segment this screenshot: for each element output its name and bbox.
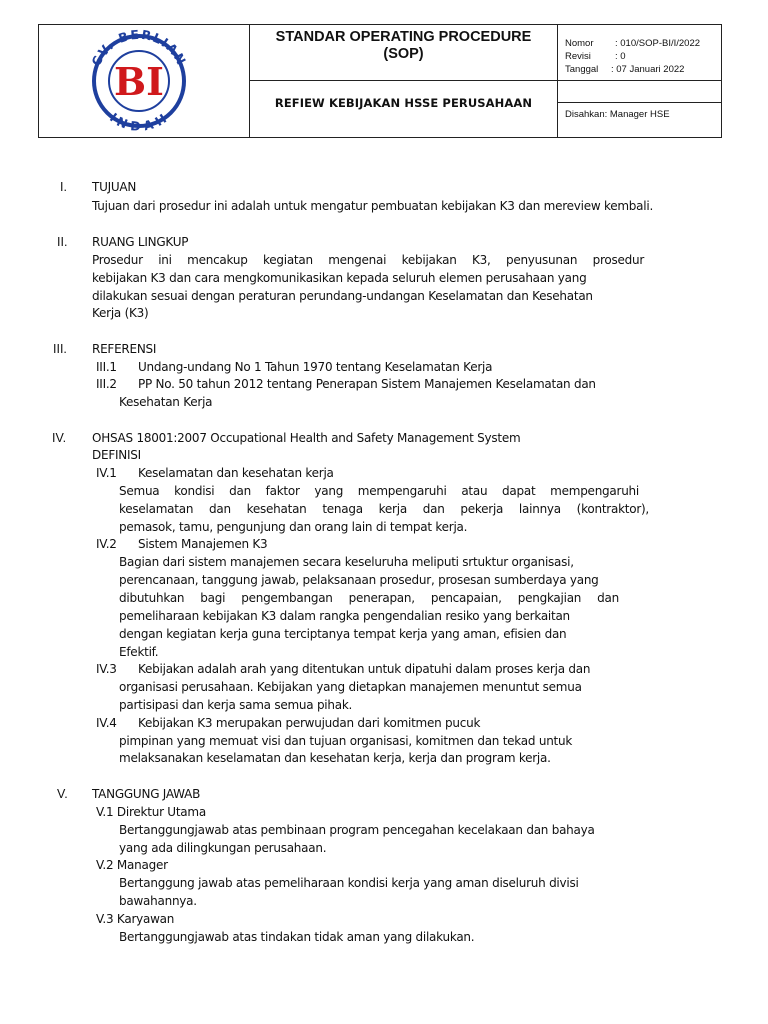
subsection-title: Sistem Manajemen K3	[138, 537, 268, 551]
logo-ring-text-bottom: INDAH	[107, 109, 171, 134]
title-cell	[250, 25, 558, 81]
paragraph-line: Bertanggungjawab atas pembinaan program pencegahan kecelakaan dan bahaya	[119, 823, 595, 837]
meta-nomor	[558, 37, 722, 50]
logo-monogram: BI	[114, 59, 164, 104]
section-title: DEFINISI	[92, 448, 141, 462]
meta-cell	[558, 25, 722, 81]
subsection-number: IV.1	[96, 466, 117, 480]
paragraph-line: dengan kegiatan kerja guna terciptanya tempat kerja yang aman, efisien dan	[119, 627, 567, 641]
section-number: I.	[60, 180, 67, 194]
paragraph-line: Kebijakan adalah arah yang ditentukan untuk dipatuhi dalam proses kerja dan	[138, 662, 591, 676]
revisi-label: Revisi	[565, 51, 591, 62]
subsection-number: IV.2	[96, 537, 117, 551]
subsection-title: Keselamatan dan kesehatan kerja	[138, 466, 334, 480]
paragraph-line: pemeliharaan kebijakan K3 dalam rangka pengendalian resiko yang berkaitan	[119, 609, 570, 623]
section-number: III.	[53, 342, 67, 356]
company-logo	[39, 25, 250, 138]
subtitle-cell	[250, 81, 558, 138]
section-title: REFERENSI	[92, 342, 157, 356]
subsection-number: III.2	[96, 377, 117, 391]
section-number: II.	[57, 235, 68, 249]
paragraph-line: Prosedur ini mencakup kegiatan mengenai kebijakan K3, penyusunan prosedur	[92, 253, 644, 267]
section-title: TANGGUNG JAWAB	[92, 787, 201, 801]
paragraph-line: melaksanakan keselamatan dan kesehatan kerja, kerja dan program kerja.	[119, 751, 551, 765]
paragraph-line: Bagian dari sistem manajemen secara keseluruha meliputi srtuktur organisasi,	[119, 555, 574, 569]
sop-header-table	[38, 24, 722, 138]
tanggal-label: Tanggal	[565, 64, 599, 75]
paragraph-line: Tujuan dari prosedur ini adalah untuk mengatur pembuatan kebijakan K3 dan mereview kembali.	[92, 199, 654, 213]
meta-revisi	[558, 50, 722, 63]
subsection-title: V.1 Direktur Utama	[96, 805, 206, 819]
logo-cell	[39, 25, 250, 138]
nomor-value: : 010/SOP-BI/I/2022	[615, 38, 701, 49]
nomor-label: Nomor	[565, 38, 594, 49]
section-title: OHSAS 18001:2007 Occupational Health and Safety Management System	[92, 431, 521, 445]
sop-title-line2: (SOP)	[383, 46, 424, 62]
paragraph-line: dibutuhkan bagi pengembangan penerapan, pencapaian, pengkajian dan	[119, 591, 619, 605]
subsection-number: III.1	[96, 360, 117, 374]
meta-tanggal	[558, 63, 722, 76]
meta-empty-cell	[558, 81, 722, 103]
subsection-number: IV.4	[96, 716, 117, 730]
paragraph-line: bawahannya.	[119, 894, 197, 908]
paragraph-line: partisipasi dan kerja sama semua pihak.	[119, 698, 353, 712]
sop-title	[250, 29, 557, 63]
paragraph-line: Bertanggung jawab atas pemeliharaan kondisi kerja yang aman diseluruh divisi	[119, 876, 579, 890]
paragraph-line: Bertanggungjawab atas tindakan tidak aman yang dilakukan.	[119, 930, 475, 944]
approval-cell	[558, 103, 722, 138]
paragraph-line: Kerja (K3)	[92, 306, 149, 320]
disahkan-text: Disahkan: Manager HSE	[565, 109, 670, 120]
paragraph-line: perencanaan, tanggung jawab, pelaksanaan prosedur, prosesan sumberdaya yang	[119, 573, 599, 587]
revisi-value: : 0	[615, 51, 626, 62]
paragraph-line: keselamatan dan kesehatan tenaga kerja dan pekerja lainnya (kontraktor),	[119, 502, 649, 516]
paragraph-line: Kebijakan K3 merupakan perwujudan dari komitmen pucuk	[138, 716, 481, 730]
reference-line: Kesehatan Kerja	[119, 395, 213, 409]
paragraph-line: Semua kondisi dan faktor yang mempengaruhi atau dapat mempengaruhi	[119, 484, 639, 498]
paragraph-line: pimpinan yang memuat visi dan tujuan organisasi, komitmen dan tekad untuk	[119, 734, 573, 748]
section-number: IV.	[52, 431, 67, 445]
paragraph-line: organisasi perusahaan. Kebijakan yang dietapkan manajemen menuntut semua	[119, 680, 582, 694]
subsection-number: IV.3	[96, 662, 117, 676]
reference-line: PP No. 50 tahun 2012 tentang Penerapan Sistem Manajemen Keselamatan dan	[138, 377, 596, 391]
paragraph-line: kebijakan K3 dan cara mengkomunikasikan kepada seluruh elemen perusahaan yang	[92, 271, 587, 285]
paragraph-line: Efektif.	[119, 645, 159, 659]
sop-title-line1: STANDAR OPERATING PROCEDURE	[275, 29, 532, 45]
subsection-title: V.3 Karyawan	[96, 912, 175, 926]
paragraph-line: yang ada dilingkungan perusahaan.	[119, 841, 327, 855]
section-number: V.	[57, 787, 68, 801]
subsection-title: V.2 Manager	[96, 858, 168, 872]
paragraph-line: dilakukan sesuai dengan peraturan perundang-undangan Keselamatan dan Kesehatan	[92, 289, 593, 303]
section-title: RUANG LINGKUP	[92, 235, 189, 249]
sop-subtitle: REFIEW KEBIJAKAN HSSE PERUSAHAAN	[274, 96, 533, 110]
section-title: TUJUAN	[92, 180, 137, 194]
tanggal-value: : 07 Januari 2022	[611, 64, 685, 75]
reference-line: Undang-undang No 1 Tahun 1970 tentang Keselamatan Kerja	[138, 360, 493, 374]
logo-ring-text-top: CV. BERLIAN	[88, 26, 190, 69]
paragraph-line: pemasok, tamu, pengunjung dan orang lain di tempat kerja.	[119, 520, 468, 534]
